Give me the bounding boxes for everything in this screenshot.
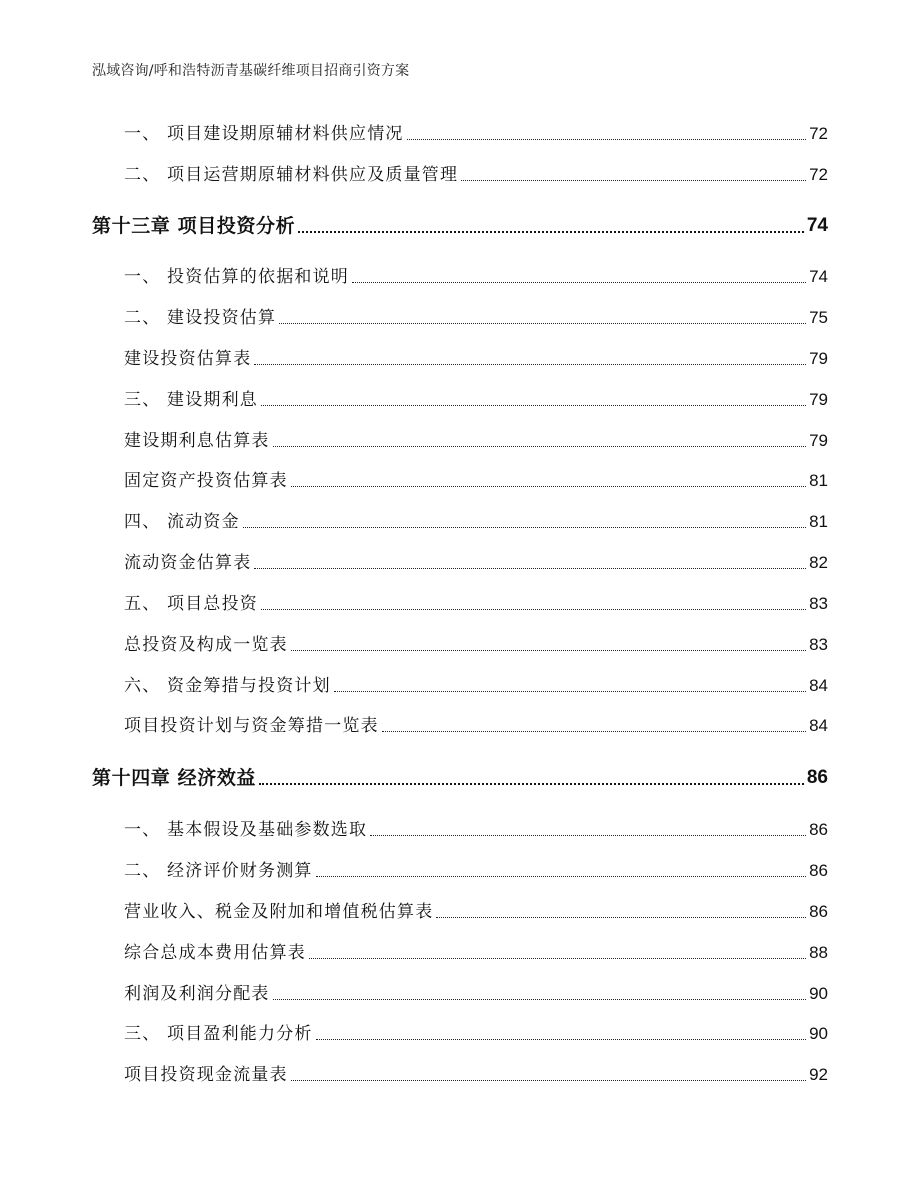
page-header: 泓域咨询/呼和浩特沥青基碳纤维项目招商引资方案 (92, 63, 410, 79)
toc-leader-dots (370, 835, 806, 836)
toc-leader-dots (316, 1039, 806, 1040)
toc-entry-title: 营业收入、税金及附加和增值税估算表 (124, 902, 434, 922)
toc-entry-title: 三、 项目盈利能力分析 (124, 1024, 313, 1044)
toc-entry-title: 建设期利息估算表 (124, 431, 270, 451)
toc-chapter[interactable] (92, 213, 828, 239)
toc-entry-page: 92 (809, 1065, 828, 1084)
toc-entry[interactable] (124, 265, 828, 289)
toc-entry-title: 综合总成本费用估算表 (124, 943, 306, 963)
toc-leader-dots (254, 364, 806, 365)
toc-entry-page: 83 (809, 594, 828, 613)
toc-entry[interactable] (124, 469, 828, 493)
toc-leader-dots (273, 999, 806, 1000)
toc-leader-dots (254, 568, 806, 569)
toc-chapter[interactable] (92, 765, 828, 791)
toc-entry[interactable] (124, 592, 828, 616)
toc-leader-dots (243, 527, 806, 528)
toc-leader-dots (436, 917, 806, 918)
toc-entry-page: 86 (809, 820, 828, 839)
toc-entry-title: 流动资金估算表 (124, 553, 252, 573)
toc-leader-dots (261, 405, 806, 406)
toc-entry-title: 六、 资金筹措与投资计划 (124, 676, 331, 696)
toc-leader-dots (259, 783, 804, 785)
toc-leader-dots (382, 731, 806, 732)
toc-entry-page: 79 (809, 431, 828, 450)
toc-entry-page: 84 (809, 716, 828, 735)
toc-entry-title: 二、 项目运营期原辅材料供应及质量管理 (124, 165, 459, 185)
toc-entry-page: 72 (809, 124, 828, 143)
toc-entry-page: 90 (809, 984, 828, 1003)
toc-chapter-title: 第十三章 项目投资分析 (92, 215, 296, 237)
toc-entry[interactable] (124, 429, 828, 453)
toc-entry-title: 总投资及构成一览表 (124, 635, 288, 655)
toc-leader-dots (291, 650, 806, 651)
toc-entry-title: 一、 投资估算的依据和说明 (124, 267, 350, 287)
toc-entry-title: 二、 建设投资估算 (124, 308, 277, 328)
toc-leader-dots (407, 139, 806, 140)
toc-entry-title: 二、 经济评价财务测算 (124, 861, 313, 881)
toc-entry[interactable] (124, 388, 828, 412)
toc-entry-title: 一、 基本假设及基础参数选取 (124, 820, 368, 840)
toc-entry-title: 建设投资估算表 (124, 349, 252, 369)
toc-entry-page: 88 (809, 943, 828, 962)
toc-entry[interactable] (124, 982, 828, 1006)
toc-entry[interactable] (124, 1063, 828, 1087)
toc-entry[interactable] (124, 818, 828, 842)
toc-entry[interactable] (124, 633, 828, 657)
toc-entry[interactable] (124, 551, 828, 575)
toc-entry-title: 四、 流动资金 (124, 512, 240, 532)
toc-leader-dots (461, 180, 806, 181)
toc-leader-dots (291, 486, 806, 487)
toc-entry[interactable] (124, 347, 828, 371)
toc-chapter-page: 86 (806, 767, 828, 788)
toc-entry-page: 72 (809, 165, 828, 184)
toc-entry-page: 84 (809, 676, 828, 695)
toc-entry-title: 一、 项目建设期原辅材料供应情况 (124, 124, 404, 144)
toc-entry-page: 83 (809, 635, 828, 654)
toc-chapter-title: 第十四章 经济效益 (92, 767, 257, 789)
toc-entry-page: 79 (809, 349, 828, 368)
toc-leader-dots (298, 231, 804, 233)
toc-entry-title: 三、 建设期利息 (124, 390, 259, 410)
toc-leader-dots (334, 691, 806, 692)
toc-entry[interactable] (124, 714, 828, 738)
toc-entry[interactable] (124, 306, 828, 330)
toc-leader-dots (279, 323, 806, 324)
toc-leader-dots (261, 609, 806, 610)
toc-entry-page: 86 (809, 902, 828, 921)
toc-entry-page: 86 (809, 861, 828, 880)
toc-entry-title: 五、 项目总投资 (124, 594, 259, 614)
toc-entry-page: 81 (809, 471, 828, 490)
toc-entry-title: 固定资产投资估算表 (124, 471, 288, 491)
toc-entry[interactable] (124, 163, 828, 187)
toc-leader-dots (316, 876, 806, 877)
toc-entry[interactable] (124, 1022, 828, 1046)
toc-entry-page: 82 (809, 553, 828, 572)
toc-entry-page: 79 (809, 390, 828, 409)
toc-entry-page: 74 (809, 267, 828, 286)
toc-entry[interactable] (124, 941, 828, 965)
toc-leader-dots (352, 282, 806, 283)
toc-leader-dots (291, 1080, 806, 1081)
toc-entry-page: 75 (809, 308, 828, 327)
toc-entry[interactable] (124, 859, 828, 883)
toc-entry-title: 利润及利润分配表 (124, 984, 270, 1004)
toc-entry-page: 81 (809, 512, 828, 531)
toc-chapter-page: 74 (806, 215, 828, 236)
toc-leader-dots (309, 958, 806, 959)
toc-entry[interactable] (124, 122, 828, 146)
toc-entry-title: 项目投资计划与资金筹措一览表 (124, 716, 379, 736)
toc-entry[interactable] (124, 510, 828, 534)
toc-entry-page: 90 (809, 1024, 828, 1043)
toc-entry-title: 项目投资现金流量表 (124, 1065, 288, 1085)
toc-leader-dots (273, 446, 806, 447)
toc-entry[interactable] (124, 900, 828, 924)
toc-entry[interactable] (124, 674, 828, 698)
